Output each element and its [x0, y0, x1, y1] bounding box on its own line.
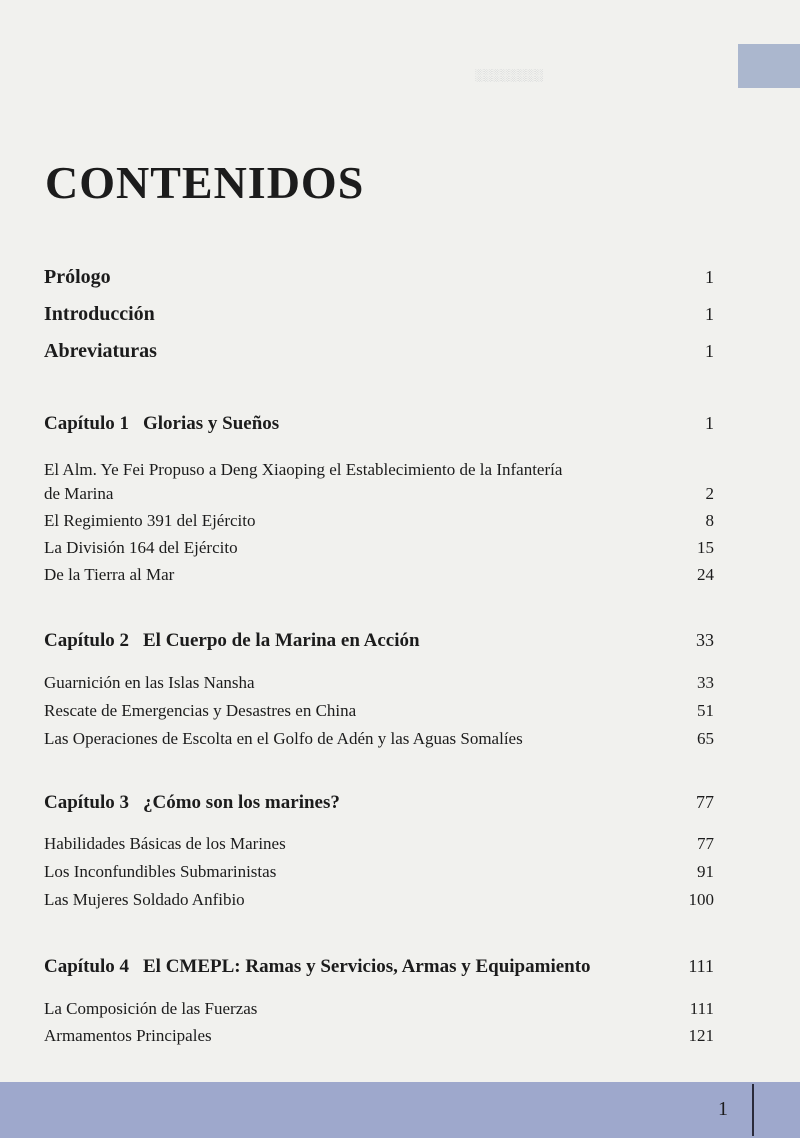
toc-label: Los Inconfundibles Submarinistas	[44, 862, 277, 881]
toc-entry[interactable]	[44, 673, 714, 693]
footer-page-number: 1	[718, 1098, 728, 1120]
footer-divider	[752, 1084, 754, 1136]
toc-label: Habilidades Básicas de los Marines	[44, 834, 286, 853]
toc-page-number: 24	[697, 565, 714, 584]
toc-page-number: 77	[696, 792, 714, 812]
chapter-number: Capítulo 4	[44, 956, 129, 977]
toc-page-number: 15	[697, 538, 714, 557]
toc-label-line1: El Alm. Ye Fei Propuso a Deng Xiaoping el Establecimiento de la Infantería	[44, 460, 563, 479]
toc-label: Guarnición en las Islas Nansha	[44, 673, 255, 692]
toc-page-number: 121	[688, 1026, 714, 1045]
toc-label: El Regimiento 391 del Ejército	[44, 511, 256, 530]
toc-chapter-1[interactable]	[44, 413, 714, 435]
toc-label: Introducción	[44, 303, 155, 325]
toc-entry[interactable]	[44, 701, 714, 721]
toc-page-number: 1	[705, 341, 714, 361]
top-edge-tab	[738, 44, 800, 88]
toc-label: Abreviaturas	[44, 340, 157, 362]
toc-label: De la Tierra al Mar	[44, 565, 175, 584]
toc-page-number: 1	[705, 267, 714, 287]
toc-entry[interactable]	[44, 729, 714, 749]
toc-front-introduccion[interactable]	[44, 303, 714, 326]
toc-page-number: 111	[688, 956, 714, 976]
chapter-heading	[44, 792, 340, 814]
toc-chapter-3[interactable]	[44, 792, 714, 814]
toc-entry[interactable]	[44, 890, 714, 910]
toc-entry[interactable]	[44, 538, 714, 558]
toc-entry[interactable]	[44, 999, 714, 1019]
toc-entry[interactable]	[44, 862, 714, 882]
toc-page-number: 33	[696, 630, 714, 650]
toc-entry[interactable]	[44, 834, 714, 854]
toc-entry-page	[44, 484, 714, 504]
chapter-title: Glorias y Sueños	[143, 413, 280, 434]
chapter-number: Capítulo 1	[44, 413, 129, 434]
toc-label: Armamentos Principales	[44, 1026, 212, 1045]
toc-label-line2: de Marina	[44, 484, 114, 503]
chapter-heading	[44, 956, 591, 978]
toc-entry[interactable]	[44, 565, 714, 585]
toc-page-number: 111	[689, 999, 714, 1018]
toc-page-number: 77	[697, 834, 714, 853]
toc-label: Las Operaciones de Escolta en el Golfo de Adén y las Aguas Somalíes	[44, 729, 523, 748]
toc-page-number: 100	[688, 890, 714, 909]
toc-label: Rescate de Emergencias y Desastres en China	[44, 701, 357, 720]
footer-band	[0, 1082, 800, 1138]
chapter-title: El CMEPL: Ramas y Servicios, Armas y Equipamiento	[143, 956, 591, 977]
toc-chapter-4[interactable]	[44, 956, 714, 978]
toc-label: La División 164 del Ejército	[44, 538, 238, 557]
toc-page-number: 8	[705, 511, 714, 530]
toc-page-number: 1	[705, 304, 714, 324]
chapter-title: El Cuerpo de la Marina en Acción	[143, 630, 420, 651]
chapter-title: ¿Cómo son los marines?	[143, 792, 340, 813]
toc-front-prologo[interactable]	[44, 266, 714, 289]
chapter-heading	[44, 413, 279, 435]
toc-page-number: 33	[697, 673, 714, 692]
toc-label: Prólogo	[44, 266, 111, 288]
bleed-through-text: ░░░░░░░░	[475, 68, 544, 82]
toc-page-number: 91	[697, 862, 714, 881]
toc-page-number: 2	[705, 484, 714, 503]
toc-label: Las Mujeres Soldado Anfibio	[44, 890, 245, 909]
toc-entry[interactable]	[44, 511, 714, 531]
toc-page-number: 1	[705, 413, 714, 433]
toc-label: La Composición de las Fuerzas	[44, 999, 258, 1018]
chapter-number: Capítulo 3	[44, 792, 129, 813]
toc-page-number: 51	[697, 701, 714, 720]
chapter-number: Capítulo 2	[44, 630, 129, 651]
page-title: CONTENIDOS	[45, 157, 365, 208]
chapter-heading	[44, 630, 420, 652]
toc-entry[interactable]	[44, 1026, 714, 1046]
toc-page-number: 65	[697, 729, 714, 748]
toc-chapter-2[interactable]	[44, 630, 714, 652]
toc-front-abreviaturas[interactable]	[44, 340, 714, 363]
